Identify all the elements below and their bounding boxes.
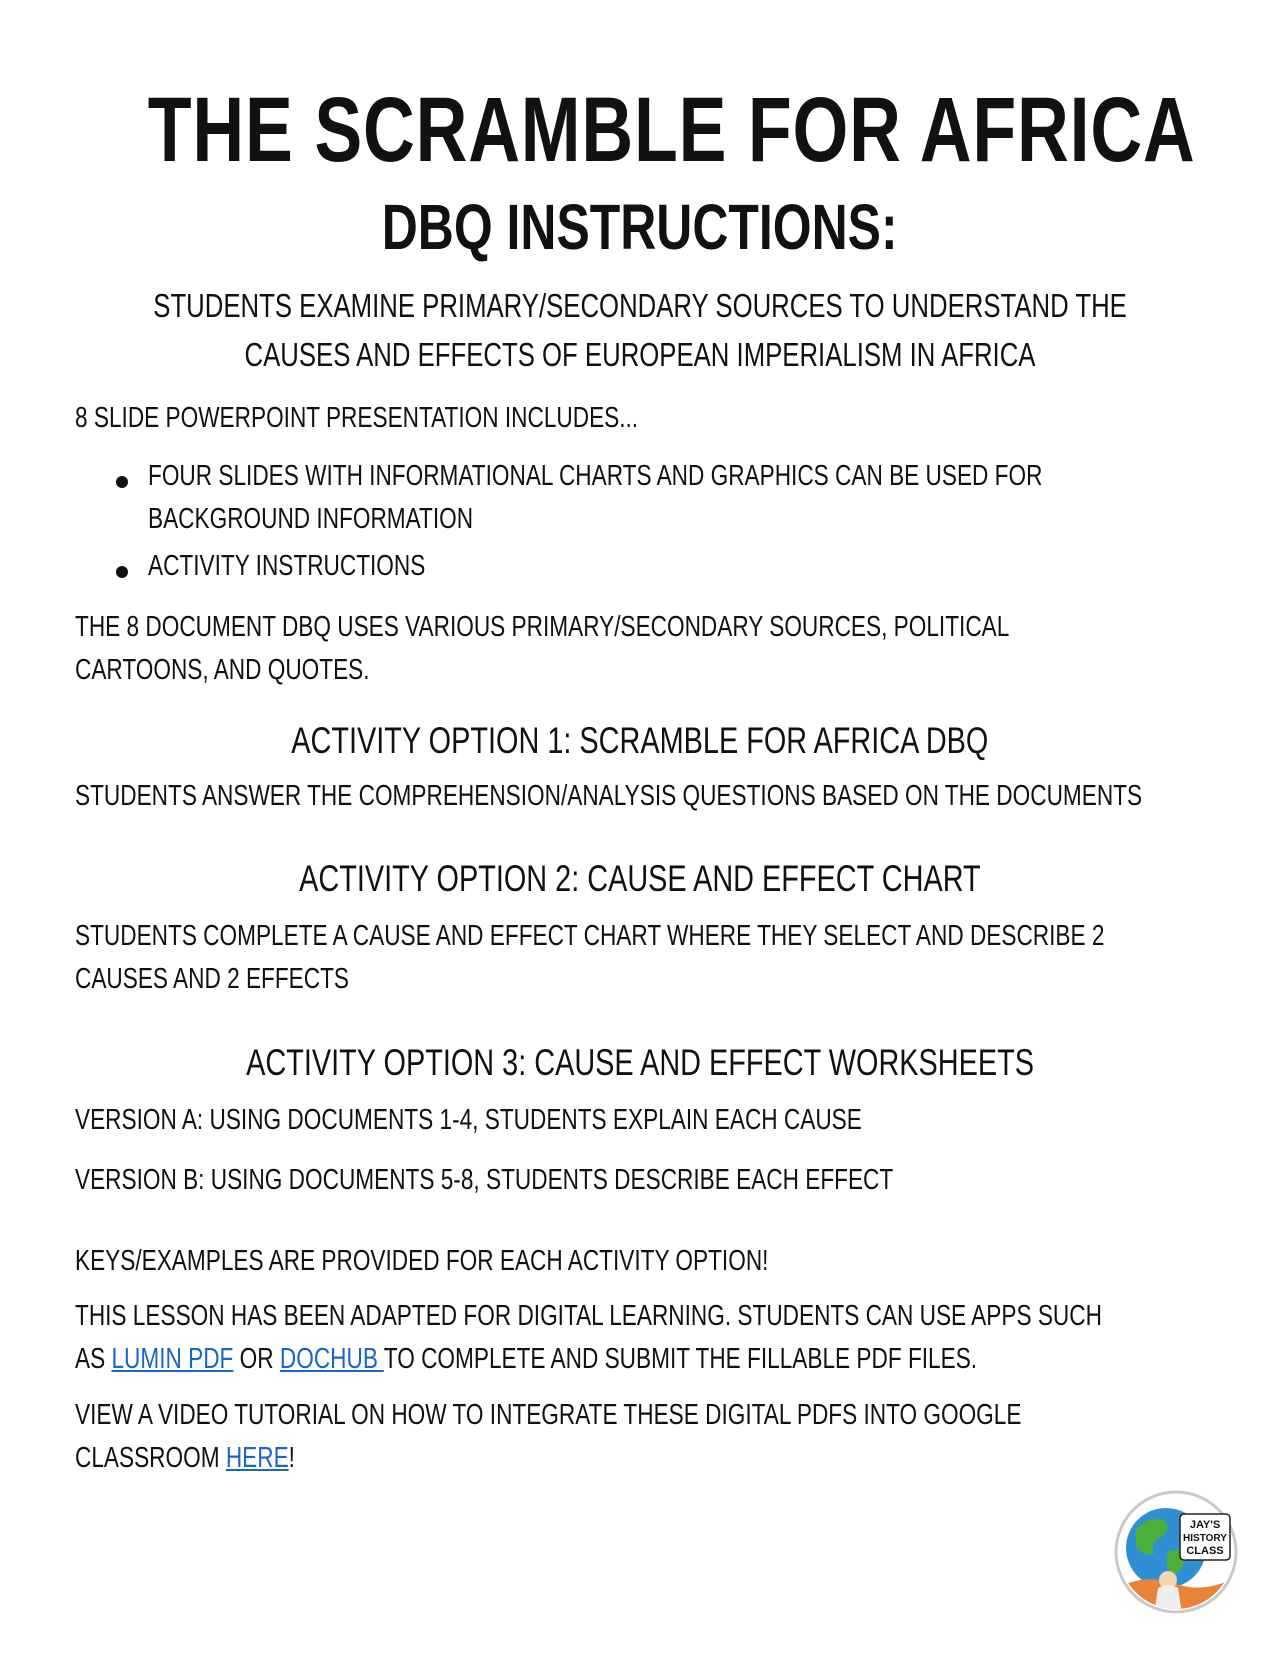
dbq-description-line-1: THE 8 DOCUMENT DBQ USES VARIOUS PRIMARY/SECONDARY SOURCES, POLITICAL [75,611,1010,643]
option-2-heading: ACTIVITY OPTION 2: CAUSE AND EFFECT CHART [299,858,981,899]
video-note-line-1: VIEW A VIDEO TUTORIAL ON HOW TO INTEGRATE THESE DIGITAL PDFS INTO GOOGLE [75,1399,1022,1431]
bullet-item-slides: FOUR SLIDES WITH INFORMATIONAL CHARTS AND GRAPHICS CAN BE USED FOR [148,460,1043,492]
video-tutorial-link[interactable]: HERE [225,1442,289,1474]
svg-text:HISTORY: HISTORY [1183,1533,1227,1544]
option-2-text-line-2: CAUSES AND 2 EFFECTS [75,963,350,995]
intro-line-1: STUDENTS EXAMINE PRIMARY/SECONDARY SOURCES TO UNDERSTAND THE [153,287,1127,324]
option-3-version-a: VERSION A: USING DOCUMENTS 1-4, STUDENTS EXPLAIN EACH CAUSE [75,1104,862,1136]
page-subtitle: DBQ INSTRUCTIONS: [382,191,898,263]
presentation-lead: 8 SLIDE POWERPOINT PRESENTATION INCLUDES... [75,402,639,434]
bullet-item-instructions: ACTIVITY INSTRUCTIONS [148,550,426,582]
jays-history-class-logo [1114,1490,1238,1614]
page-title: THE SCRAMBLE FOR AFRICA [147,79,1196,181]
bullet-dot [116,566,128,578]
option-1-heading: ACTIVITY OPTION 1: SCRAMBLE FOR AFRICA DBQ [291,720,989,761]
option-3-heading: ACTIVITY OPTION 3: CAUSE AND EFFECT WORKSHEETS [246,1042,1034,1083]
keys-note: KEYS/EXAMPLES ARE PROVIDED FOR EACH ACTIVITY OPTION! [75,1245,769,1277]
video-note-line-2: CLASSROOM HERE! [75,1442,295,1474]
svg-text:JAY'S: JAY'S [1189,1519,1221,1531]
bullet-item-slides-cont: BACKGROUND INFORMATION [148,503,474,535]
digital-note-line-1: THIS LESSON HAS BEEN ADAPTED FOR DIGITAL LEARNING. STUDENTS CAN USE APPS SUCH [75,1300,1102,1332]
option-2-text-line-1: STUDENTS COMPLETE A CAUSE AND EFFECT CHART WHERE THEY SELECT AND DESCRIBE 2 [75,920,1105,952]
dochub-link[interactable]: DOCHUB [279,1343,384,1375]
digital-note-line-2: AS LUMIN PDF OR DOCHUB TO COMPLETE AND SUBMIT THE FILLABLE PDF FILES. [75,1343,978,1375]
intro-line-2: CAUSES AND EFFECTS OF EUROPEAN IMPERIALISM IN AFRICA [244,336,1036,373]
bullet-dot [116,476,128,488]
option-1-text: STUDENTS ANSWER THE COMPREHENSION/ANALYSIS QUESTIONS BASED ON THE DOCUMENTS [75,780,1143,812]
option-3-version-b: VERSION B: USING DOCUMENTS 5-8, STUDENTS DESCRIBE EACH EFFECT [75,1164,894,1196]
lumin-pdf-link[interactable]: LUMIN PDF [111,1343,234,1375]
svg-text:CLASS: CLASS [1186,1545,1224,1557]
dbq-description-line-2: CARTOONS, AND QUOTES. [75,654,370,686]
